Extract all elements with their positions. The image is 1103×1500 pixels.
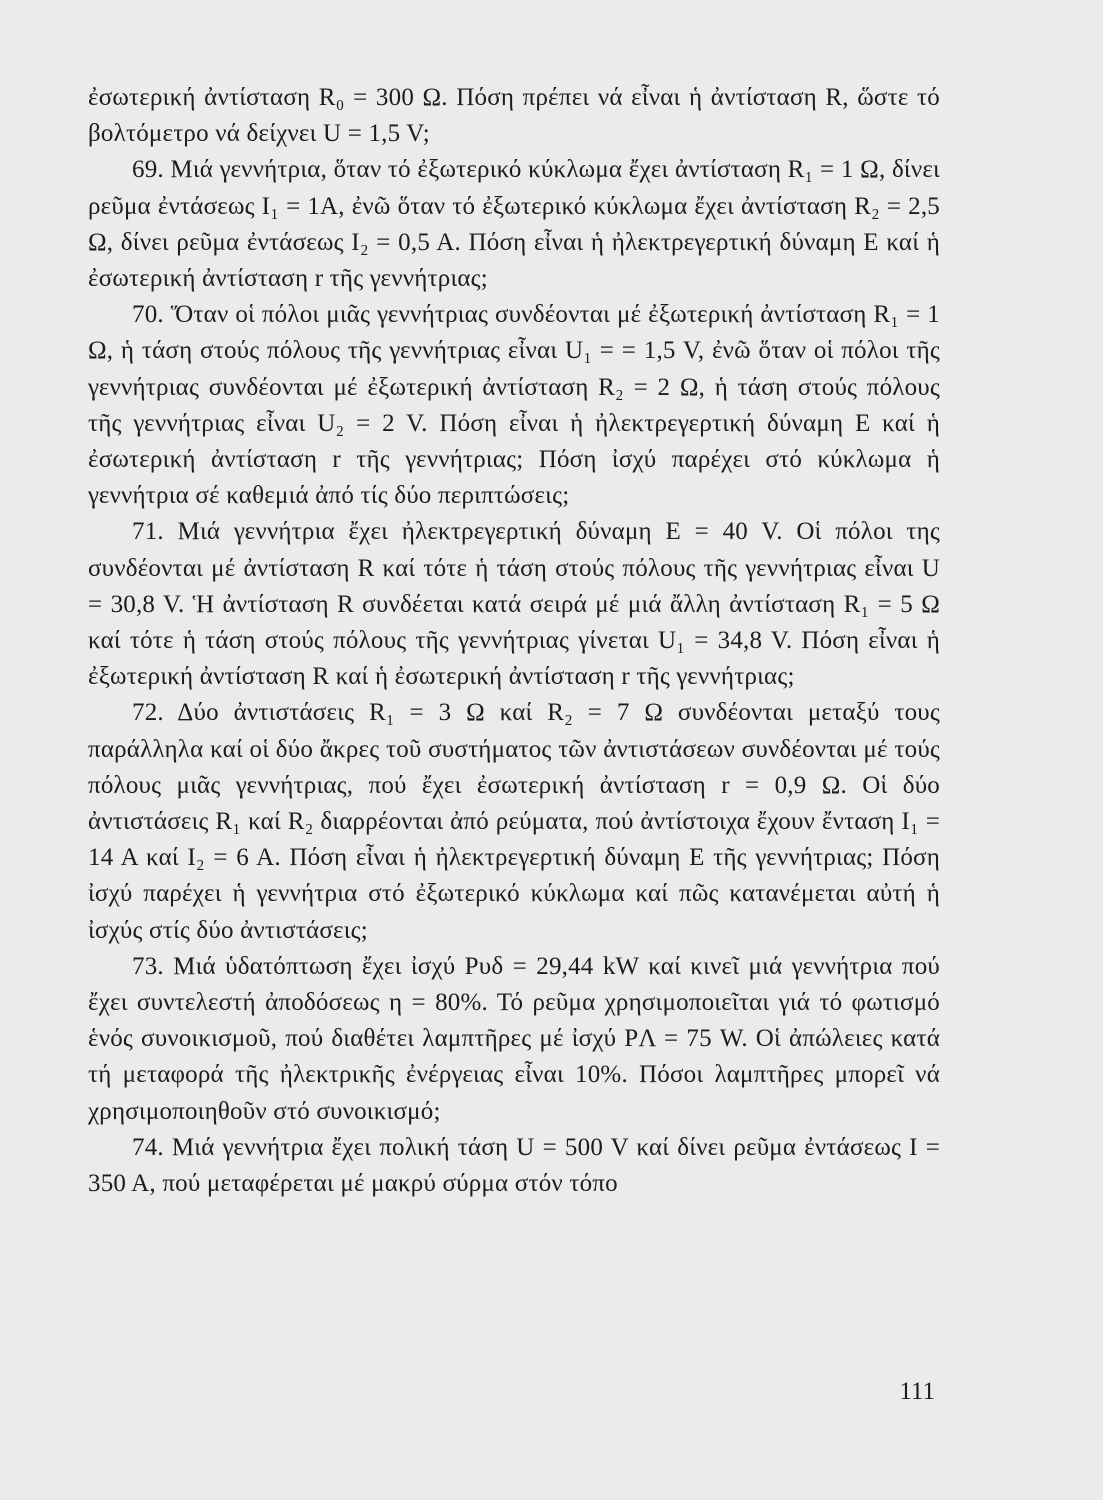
problem-71: 71. Μιά γεννήτρια ἔχει ἠλεκτρεγερτική δύναμη E = 40 V. Οἱ πόλοι της συνδέονται μέ ἀντίσταση R καί τότε ἡ τάση στούς πόλους τῆς γεννήτριας εἶναι U = 30,8 V. Ἡ ἀντίσταση R συνδέεται κατά σειρά μέ μιά ἄλλη ἀντίσταση R₁ = 5 Ω καί τότε ἡ τάση στούς πόλους τῆς γεννήτριας γίνεται U₁ = 34,8 V. Πόση εἶναι ἡ ἐξωτερική ἀντίσταση R καί ἡ ἐσωτερική ἀντίσταση r τῆς γεννήτριας; bbox=[88, 518, 940, 691]
problem-73: 73. Μιά ὑδατόπτωση ἔχει ἰσχύ Pυδ = 29,44 kW καί κινεῖ μιά γεννήτρια πού ἔχει συντελεστή ἀποδόσεως η = 80%. Τό ρεῦμα χρησιμοποιεῖται γιά τό φωτισμό ἑνός συνοικισμοῦ, πού διαθέτει λαμπτῆρες μέ ἰσχύ PΛ = 75 W. Οἱ ἀπώλειες κατά τή μεταφορά τῆς ἠλεκτρικῆς ἐνέργειας εἶναι 10%. Πόσοι λαμπτῆρες μπορεῖ νά χρησιμοποιηθοῦν στό συνοικισμό; bbox=[88, 952, 940, 1125]
problem-74: 74. Μιά γεννήτρια ἔχει πολική τάση U = 500 V καί δίνει ρεῦμα ἐντάσεως I = 350 A, πού μεταφέρεται μέ μακρύ σύρμα στόν τόπο bbox=[88, 1133, 940, 1198]
paragraph-continuation: ἐσωτερική ἀντίσταση R₀ = 300 Ω. Πόση πρέπει νά εἶναι ἡ ἀντίσταση R, ὥστε τό βολτόμετρο νά δείχνει U = 1,5 V; bbox=[88, 84, 940, 148]
problem-70: 70. Ὅταν οἱ πόλοι μιᾶς γεννήτριας συνδέονται μέ ἐξωτερική ἀντίσταση R₁ = 1 Ω, ἡ τάση στούς πόλους τῆς γεννήτριας εἶναι U₁ = = 1,5 V, ἐνῶ ὅταν οἱ πόλοι τῆς γεννήτριας συνδέονται μέ ἐξωτερική ἀντίσταση R₂ = 2 Ω, ἡ τάση στούς πόλους τῆς γεννήτριας εἶναι U₂ = 2 V. Πόση εἶναι ἡ ἠλεκτρεγερτική δύναμη E καί ἡ ἐσωτερική ἀντίσταση r τῆς γεννήτριας; Πόση ἰσχύ παρέχει στό κύκλωμα ἡ γεννήτρια σέ καθεμιά ἀπό τίς δύο περιπτώσεις; bbox=[88, 301, 940, 510]
page-number: 111 bbox=[899, 1378, 935, 1405]
page-text bbox=[88, 80, 940, 1202]
problem-72: 72. Δύο ἀντιστάσεις R₁ = 3 Ω καί R₂ = 7 Ω συνδέονται μεταξύ τους παράλληλα καί οἱ δύο ἄκρες τοῦ συστήματος τῶν ἀντιστάσεων συνδέονται μέ τούς πόλους μιᾶς γεννήτριας, πού ἔχει ἐσωτερική ἀντίσταση r = 0,9 Ω. Οἱ δύο ἀντιστάσεις R₁ καί R₂ διαρρέονται ἀπό ρεύματα, πού ἀντίστοιχα ἔχουν ἔνταση I₁ = 14 A καί I₂ = 6 A. Πόση εἶναι ἡ ἠλεκτρεγερτική δύναμη E τῆς γεννήτριας; Πόση ἰσχύ παρέχει ἡ γεννήτρια στό ἐξωτερικό κύκλωμα καί πῶς κατανέμεται αὐτή ἡ ἰσχύς στίς δύο ἀντιστάσεις; bbox=[88, 699, 940, 944]
problem-69: 69. Μιά γεννήτρια, ὅταν τό ἐξωτερικό κύκλωμα ἔχει ἀντίσταση R₁ = 1 Ω, δίνει ρεῦμα ἐντάσεως I₁ = 1A, ἐνῶ ὅταν τό ἐξωτερικό κύκλωμα ἔχει ἀντίσταση R₂ = 2,5 Ω, δίνει ρεῦμα ἐντάσεως I₂ = 0,5 A. Πόση εἶναι ἡ ἠλεκτρεγερτική δύναμη E καί ἡ ἐσωτερική ἀντίσταση r τῆς γεννήτριας; bbox=[88, 156, 940, 293]
